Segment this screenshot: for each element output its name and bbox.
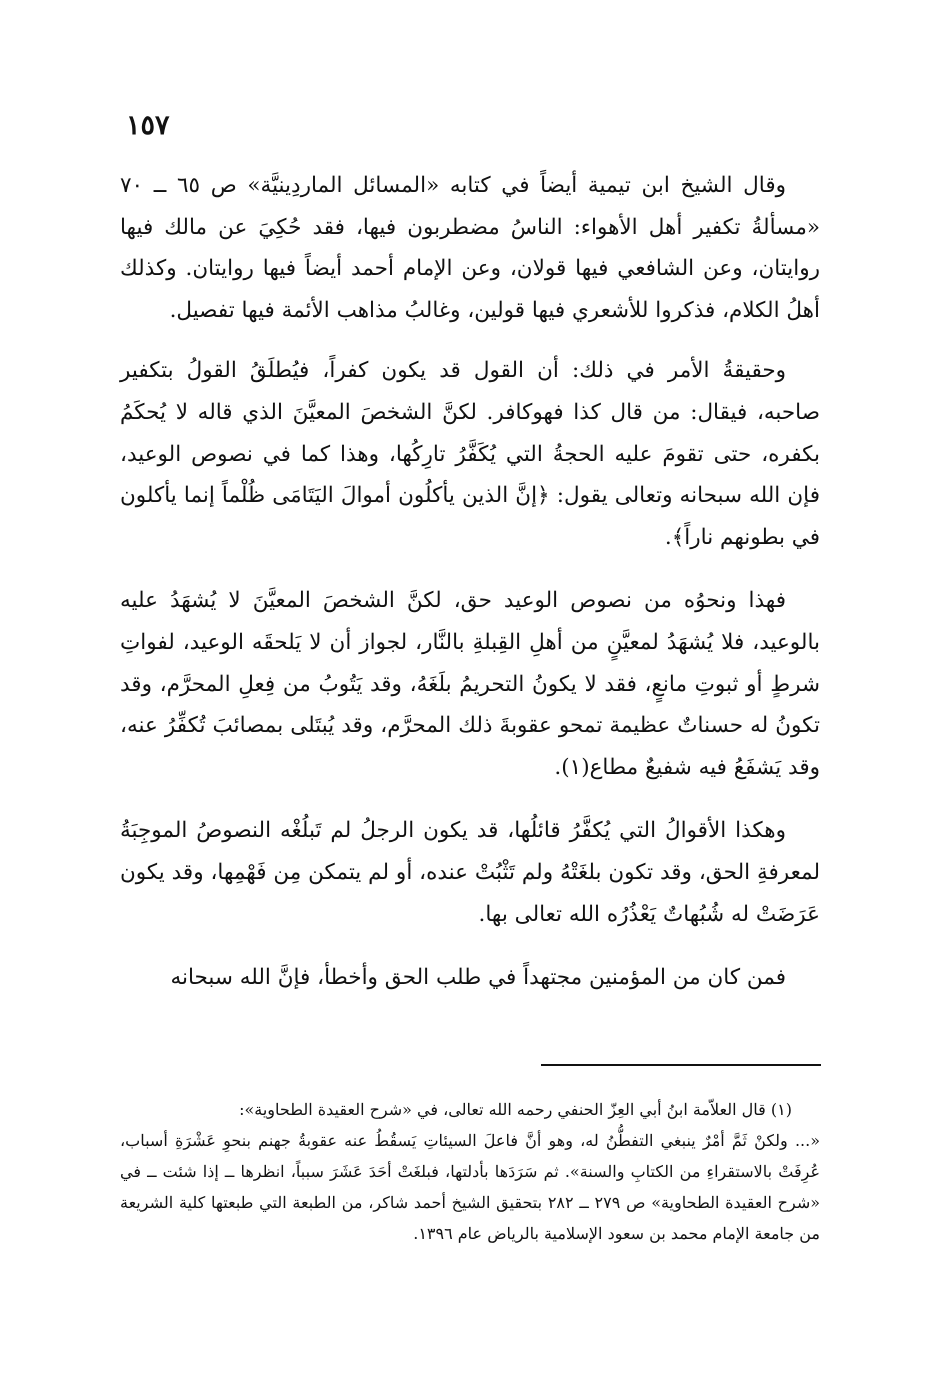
- footnote: [120, 1094, 820, 1249]
- footnote-separator: [541, 1064, 821, 1066]
- paragraph: وهكذا الأقوالُ التي يُكفَّرُ قائلُها، قد يكون الرجلُ لم تَبلُغْه النصوصُ الموجِبَةُ لمعرفةِ الحق، وقد تكون بلغَتْهُ ولم تَثْبُتْ عنده، أو لم يتمكن مِن فَهْمِها، وقد يكون عَرَضَتْ له شُبُهاتٌ يَعْذُرُه الله تعالى بها.: [120, 818, 820, 927]
- main-text: [120, 165, 820, 1021]
- paragraph: فهذا ونحوُه من نصوص الوعيد حق، لكنَّ الشخصَ المعيَّنَ لا يُشهَدُ عليه بالوعيد، فلا يُشهَدُ لمعيَّنٍ من أهلِ القِبلةِ بالنَّار، لجواز أن لا يَلحقَه الوعيد، لفواتِ شرطٍ أو ثبوتِ مانعٍ، فقد لا يكونُ التحريمُ بلَغَهُ، وقد يَتُوبُ من فِعلِ المحرَّم، وقد تكونُ له حسناتٌ عظيمة تمحو عقوبةَ ذلك المحرَّم، وقد يُبتَلى بمصائبَ تُكفِّرُ عنه، وقد يَشفَعُ فيه شفيعٌ مطاع(١).: [120, 588, 820, 780]
- paragraph: وقال الشيخ ابن تيمية أيضاً في كتابه «المسائل الماردِينيَّة» ص ٦٥ ــ ٧٠ «مسألةُ تكفير أهل الأهواء: الناسُ مضطربون فيها، فقد حُكِيَ عن مالك فيها روايتان، وعن الشافعي فيها قولان، وعن الإمام أحمد أيضاً فيها روايتان. وكذلك أهلُ الكلام، فذكروا للأشعري فيها قولين، وغالبُ مذاهب الأئمة فيها تفصيل.: [120, 173, 820, 323]
- paragraph: وحقيقةُ الأمر في ذلك: أن القول قد يكون كفراً، فيُطلَقُ القولُ بتكفير صاحبه، فيقال: من قال كذا فهوكافر. لكنَّ الشخصَ المعيَّنَ الذي قاله لا يُحكَمُ بكفره، حتى تقومَ عليه الحجةُ التي يُكَفَّرُ تارِكُها، وهذا كما في نصوص الوعيد، فإن الله سبحانه وتعالى يقول: ﴿إنَّ الذين يأكلُون أموالَ اليَتَامَى ظُلْماً إنما يأكلون في بطونهم ناراً﴾.: [120, 358, 820, 550]
- paragraph: فمن كان من المؤمنين مجتهداً في طلب الحق وأخطأ، فإنَّ الله سبحانه: [170, 965, 786, 991]
- footnote-body: «... ولكنْ ثَمَّ أمْرٌ ينبغي التفطُّنُ له، وهو أنَّ فاعلَ السيئاتِ يَسقُطُ عنه عقوبةُ جهنم بنحوِ عَشْرَةِ أسباب، عُرِفَتْ بالاستقراءِ من الكتابِ والسنة». ثم سَرَدَها بأدلتها، فبلغَتْ أحَدَ عَشَرَ سبباً، انظرها ــ إذا شئت ــ في «شرح العقيدة الطحاوية» ص ٢٧٩ ــ ٢٨٢ بتحقيق الشيخ أحمد شاكر، من الطبعة التي طبعتها كلية الشريعة من جامعة الإمام محمد بن سعود الإسلامية بالرياض عام ١٣٩٦.: [120, 1131, 821, 1243]
- page-number: ١٥٧: [126, 110, 170, 141]
- footnote-head: (١) قال العلاّمة ابنُ أبي العِزّ الحنفي رحمه الله تعالى، في «شرح العقيدة الطحاوية»:: [239, 1100, 792, 1119]
